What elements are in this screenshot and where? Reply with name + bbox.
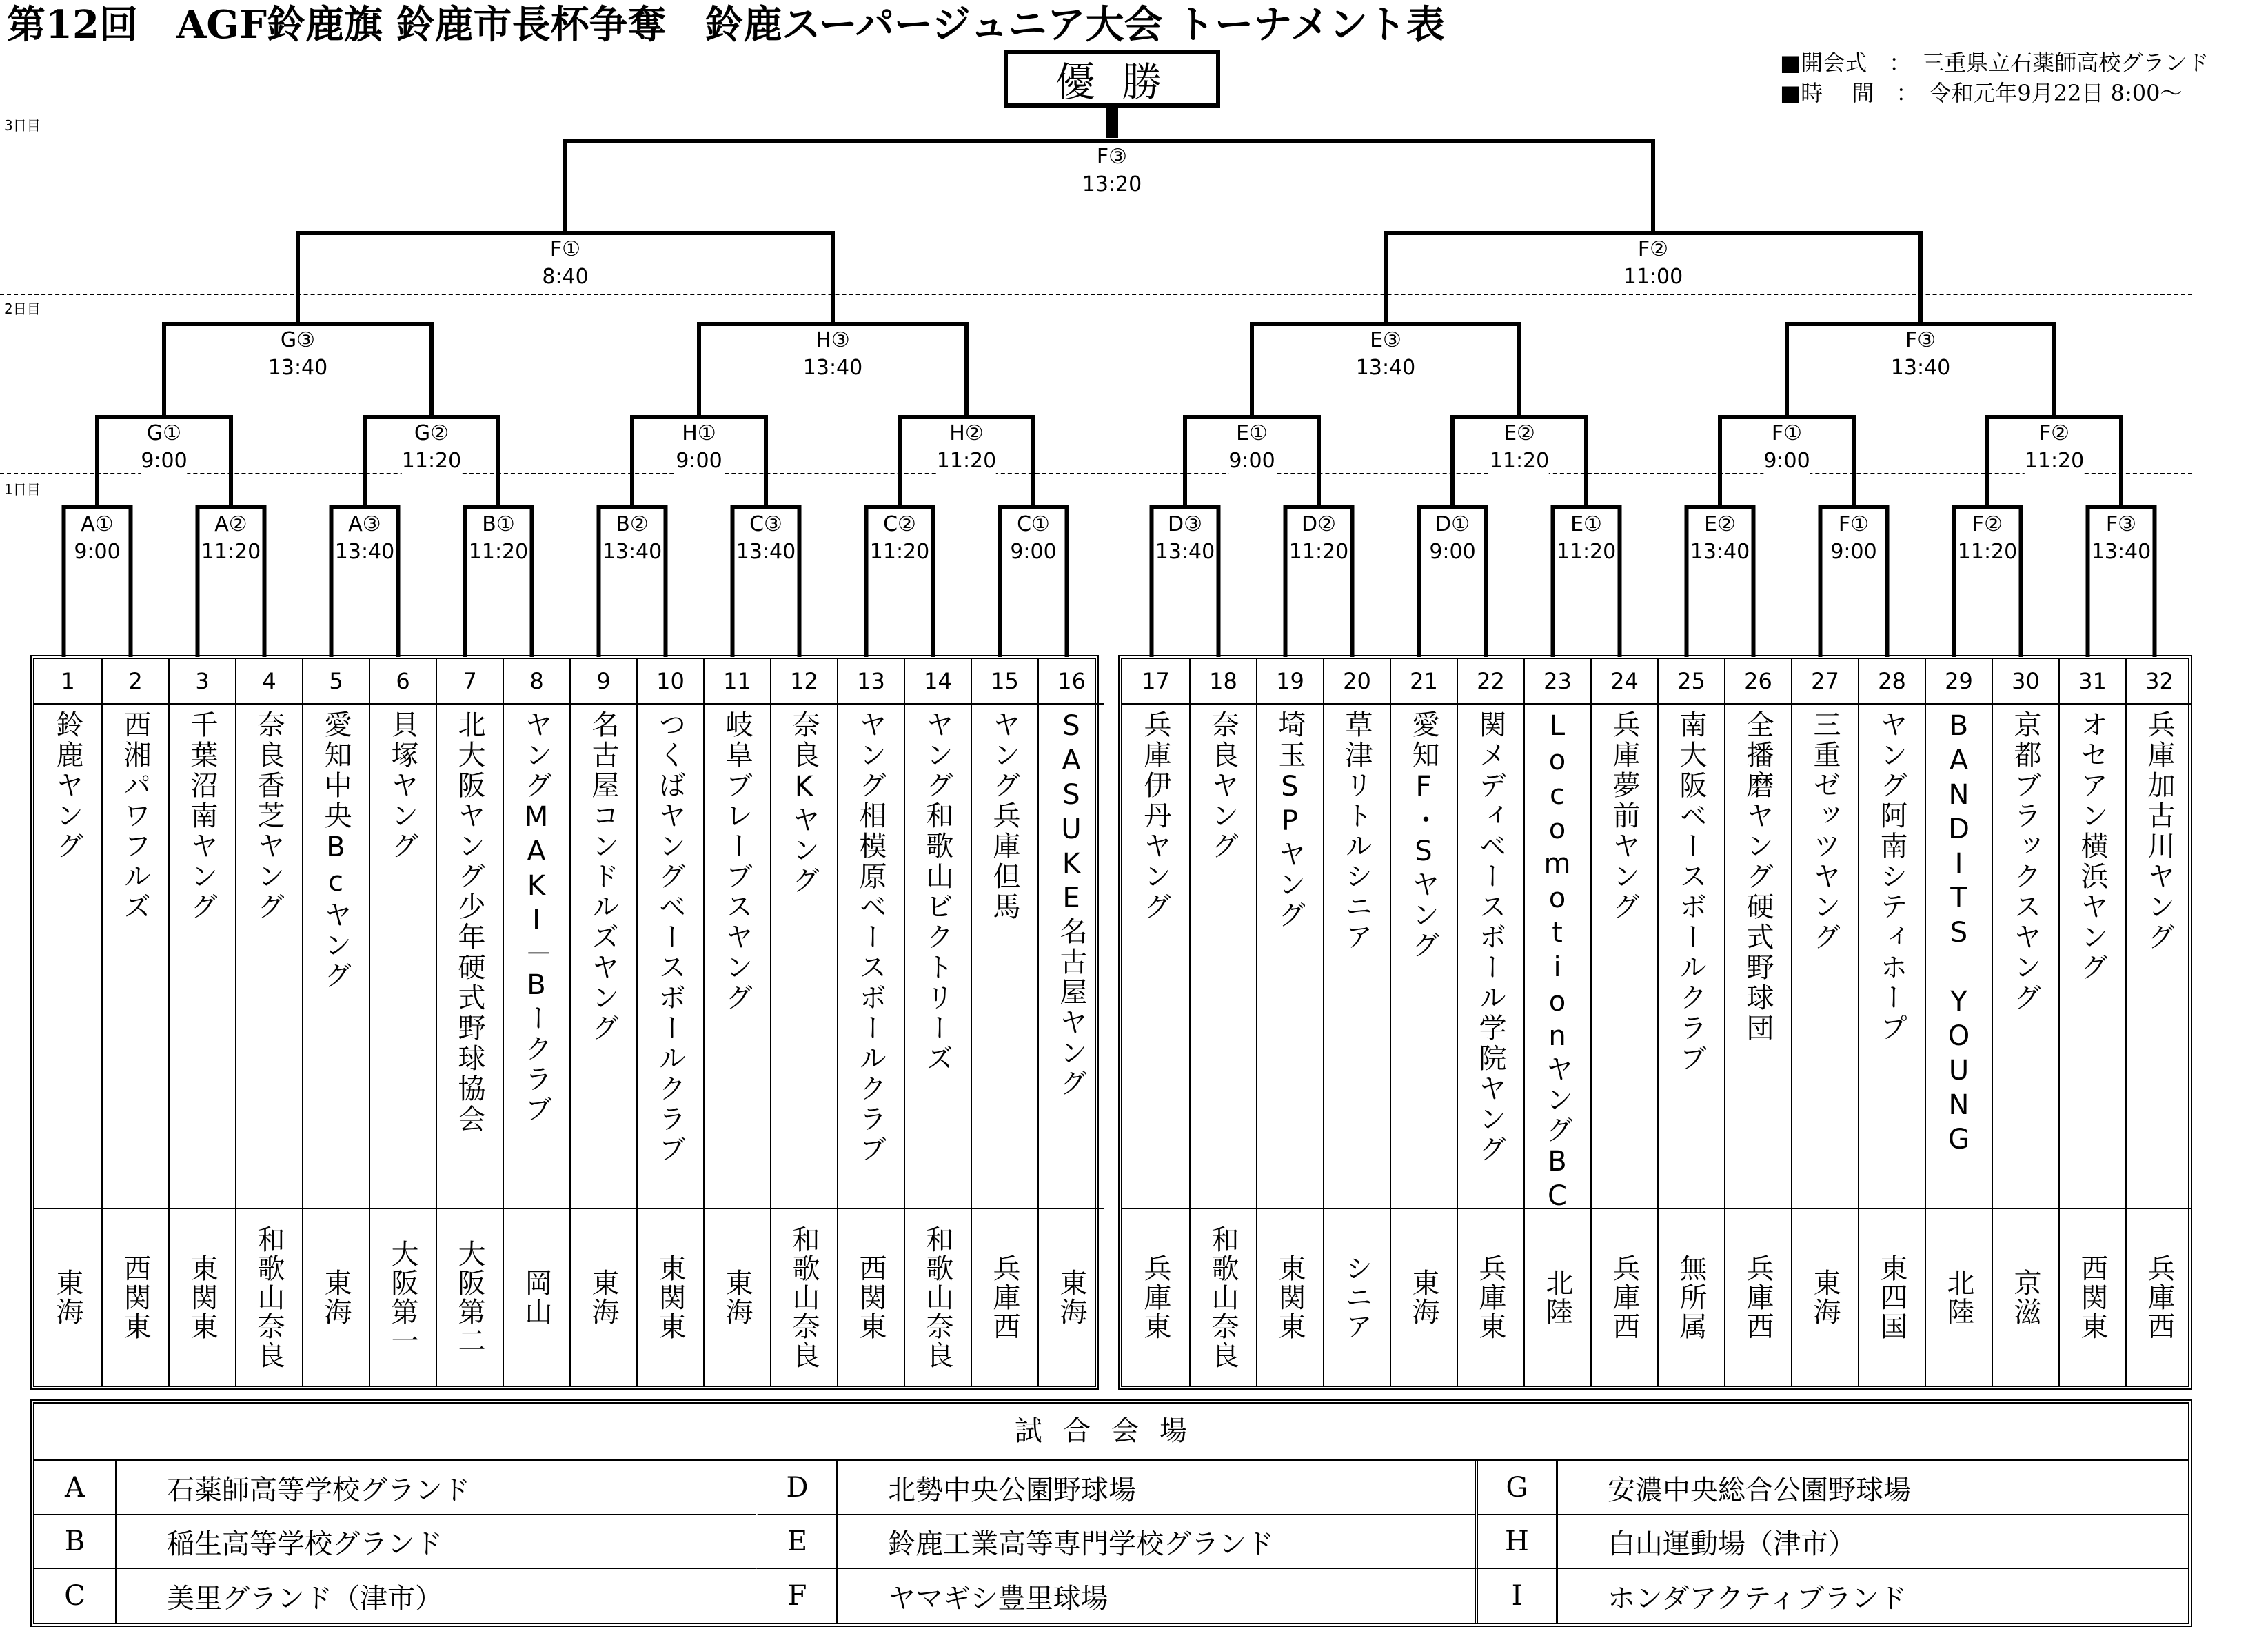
team-number: 3 bbox=[170, 659, 235, 705]
venue-name: 美里グランド（津市） bbox=[167, 1582, 443, 1615]
team-column bbox=[636, 659, 703, 1386]
match-time: 13:40 bbox=[802, 356, 863, 380]
team-name: 兵庫加古川ヤング bbox=[2143, 710, 2175, 953]
venue-code: A bbox=[34, 1461, 117, 1515]
team-table-left bbox=[30, 655, 1099, 1390]
team-region: 東海 bbox=[320, 1268, 352, 1326]
team-region: 北陸 bbox=[1943, 1268, 1974, 1326]
venue-code: D bbox=[756, 1461, 838, 1515]
team-name: オセアン横浜ヤング bbox=[2076, 710, 2108, 983]
match-code: H② bbox=[949, 421, 984, 445]
match-code: A② bbox=[214, 512, 247, 536]
match-label-r32 bbox=[870, 511, 929, 566]
team-region: 和歌山奈良 bbox=[253, 1225, 285, 1370]
match-time: 11:20 bbox=[936, 449, 997, 473]
team-name: ヤング兵庫但馬 bbox=[989, 710, 1020, 922]
team-column bbox=[1724, 659, 1791, 1386]
match-label-r16 bbox=[676, 420, 722, 475]
team-name: 岐阜ブレーブスヤング bbox=[721, 710, 753, 1013]
match-label-r32 bbox=[603, 511, 662, 566]
team-region: 東海 bbox=[587, 1268, 619, 1326]
team-number: 25 bbox=[1659, 659, 1724, 705]
team-number: 9 bbox=[571, 659, 636, 705]
match-label-r16 bbox=[1490, 420, 1549, 475]
team-region: 北陸 bbox=[1541, 1268, 1573, 1326]
team-column bbox=[1925, 659, 1992, 1386]
team-region: 東関東 bbox=[186, 1254, 218, 1341]
page-title: 第12回 AGF鈴鹿旗 鈴鹿市長杯争奪 鈴鹿スーパージュニア大会 トーナメント表 bbox=[7, 2, 1445, 48]
match-code: E① bbox=[1570, 512, 1602, 536]
match-label-r16 bbox=[2025, 420, 2084, 475]
team-number: 8 bbox=[504, 659, 569, 705]
venue-code: C bbox=[34, 1569, 117, 1623]
team-name: 三重ゼッツヤング bbox=[1809, 710, 1841, 953]
venue-name: 稲生高等学校グランド bbox=[117, 1515, 756, 1569]
team-name: 北大阪ヤング少年硬式野球協会 bbox=[454, 710, 485, 1135]
match-code: D③ bbox=[1168, 512, 1202, 536]
team-name: 京都ブラックスヤング bbox=[2009, 710, 2041, 1013]
match-time: 9:00 bbox=[1763, 449, 1810, 473]
team-region: 西関東 bbox=[119, 1254, 151, 1341]
date-time-info: ■時 間 ： 令和元年9月22日 8:00〜 bbox=[1780, 80, 2183, 106]
match-time: 9:00 bbox=[1010, 540, 1057, 564]
match-time: 9:00 bbox=[74, 540, 121, 564]
match-time: 11:20 bbox=[1556, 540, 1617, 564]
team-name: ヤング阿南シティホープ bbox=[1876, 710, 1907, 1044]
team-number: 29 bbox=[1926, 659, 1992, 705]
team-number: 20 bbox=[1324, 659, 1390, 705]
team-column bbox=[569, 659, 636, 1386]
match-code: H③ bbox=[816, 328, 850, 352]
match-code: F② bbox=[2038, 421, 2070, 445]
team-number: 2 bbox=[103, 659, 168, 705]
team-column bbox=[2058, 659, 2125, 1386]
team-number: 4 bbox=[236, 659, 302, 705]
team-number: 21 bbox=[1391, 659, 1457, 705]
team-number: 18 bbox=[1191, 659, 1256, 705]
match-time: 9:00 bbox=[1429, 540, 1476, 564]
team-region: シニア bbox=[1341, 1254, 1373, 1341]
team-number: 15 bbox=[972, 659, 1037, 705]
match-label-r16 bbox=[937, 420, 996, 475]
match-code: F① bbox=[1838, 512, 1870, 536]
team-region: 和歌山奈良 bbox=[922, 1225, 953, 1370]
match-code: F③ bbox=[2105, 512, 2137, 536]
match-label-final bbox=[1082, 143, 1142, 199]
team-column bbox=[436, 659, 503, 1386]
team-number: 31 bbox=[2060, 659, 2125, 705]
match-label-r32 bbox=[335, 511, 394, 566]
team-number: 26 bbox=[1725, 659, 1791, 705]
team-name: 奈良Kヤング bbox=[788, 710, 820, 896]
match-time: 11:20 bbox=[1957, 540, 2018, 564]
team-column bbox=[34, 659, 101, 1386]
team-region: 東海 bbox=[52, 1268, 83, 1326]
venue-name: 安濃中央総合公園野球場 bbox=[1558, 1461, 2188, 1515]
team-number: 30 bbox=[1993, 659, 2058, 705]
match-label-r16 bbox=[1228, 420, 1275, 475]
team-region: 東海 bbox=[721, 1268, 753, 1326]
match-time: 13:40 bbox=[736, 540, 796, 564]
match-time: 13:40 bbox=[1890, 356, 1951, 380]
match-code: E② bbox=[1503, 421, 1535, 445]
team-column bbox=[703, 659, 770, 1386]
team-region: 兵庫東 bbox=[1475, 1254, 1506, 1341]
team-number: 11 bbox=[705, 659, 770, 705]
venue-code: F bbox=[756, 1569, 838, 1623]
team-region: 兵庫西 bbox=[1608, 1254, 1640, 1341]
team-region: 東海 bbox=[1809, 1268, 1841, 1326]
team-number: 17 bbox=[1122, 659, 1189, 705]
match-label-r32 bbox=[2092, 511, 2151, 566]
team-region: 東海 bbox=[1055, 1268, 1087, 1326]
venue-code: B bbox=[34, 1515, 117, 1569]
team-region: 京滋 bbox=[2009, 1268, 2041, 1326]
match-label-qf bbox=[803, 327, 862, 382]
match-time: 11:20 bbox=[468, 540, 529, 564]
team-number: 19 bbox=[1257, 659, 1323, 705]
match-code: A③ bbox=[348, 512, 381, 536]
team-number: 12 bbox=[771, 659, 837, 705]
match-code: H① bbox=[682, 421, 716, 445]
day-label-1: 1日目 bbox=[4, 481, 41, 498]
team-name: SASUKE名古屋ヤング bbox=[1055, 710, 1087, 1099]
match-label-r32 bbox=[201, 511, 261, 566]
match-label-r32 bbox=[736, 511, 796, 566]
team-region: 東関東 bbox=[1274, 1254, 1306, 1341]
team-region: 無所属 bbox=[1675, 1254, 1707, 1341]
venue-name: ホンダアクティブランド bbox=[1608, 1582, 1907, 1615]
match-code: G③ bbox=[280, 328, 316, 352]
team-number: 24 bbox=[1592, 659, 1657, 705]
team-region: 西関東 bbox=[855, 1254, 887, 1341]
match-time: 11:20 bbox=[401, 449, 462, 473]
team-column bbox=[1390, 659, 1457, 1386]
team-region: 東海 bbox=[1408, 1268, 1439, 1326]
team-column bbox=[1457, 659, 1523, 1386]
team-name: 奈良ヤング bbox=[1207, 710, 1239, 862]
match-time: 13:40 bbox=[1155, 540, 1215, 564]
team-column bbox=[1992, 659, 2058, 1386]
team-name: ヤング和歌山ビクトリーズ bbox=[922, 710, 953, 1074]
match-time: 13:20 bbox=[1082, 172, 1142, 196]
team-number: 23 bbox=[1525, 659, 1590, 705]
team-column bbox=[770, 659, 837, 1386]
venue-table bbox=[30, 1399, 2192, 1627]
team-name: 全播磨ヤング硬式野球団 bbox=[1742, 710, 1774, 1044]
team-column bbox=[235, 659, 302, 1386]
match-code: E② bbox=[1704, 512, 1736, 536]
team-name: LocomotionヤングBC bbox=[1541, 710, 1573, 1215]
team-region: 兵庫西 bbox=[2143, 1254, 2175, 1341]
venue-name: 石薬師高等学校グランド bbox=[117, 1461, 756, 1515]
team-table-right bbox=[1118, 655, 2192, 1390]
match-time: 13:40 bbox=[334, 540, 395, 564]
team-name: 草津リトルシニア bbox=[1341, 710, 1373, 953]
team-column bbox=[1256, 659, 1323, 1386]
champion-box: 優 勝 bbox=[1004, 50, 1220, 108]
team-column bbox=[2125, 659, 2192, 1386]
team-name: 愛知F・Sヤング bbox=[1408, 710, 1439, 961]
match-code: F③ bbox=[1905, 328, 1936, 352]
match-time: 13:40 bbox=[2091, 540, 2151, 564]
team-column bbox=[1590, 659, 1657, 1386]
match-time: 9:00 bbox=[141, 449, 188, 473]
match-time: 11:20 bbox=[2024, 449, 2085, 473]
match-time: 11:20 bbox=[201, 540, 261, 564]
match-label-r32 bbox=[1010, 511, 1056, 566]
team-region: 東四国 bbox=[1876, 1254, 1907, 1341]
team-column bbox=[904, 659, 971, 1386]
team-region: 兵庫西 bbox=[1742, 1254, 1774, 1341]
match-label-qf bbox=[268, 327, 327, 382]
team-column bbox=[1037, 659, 1104, 1386]
venue-code: I bbox=[1475, 1569, 1558, 1623]
team-name: 南大阪ベースボールクラブ bbox=[1675, 710, 1707, 1074]
match-time: 11:00 bbox=[1623, 265, 1683, 289]
team-column bbox=[837, 659, 904, 1386]
match-label-r32 bbox=[1289, 511, 1348, 566]
team-number: 16 bbox=[1039, 659, 1104, 705]
team-name: 埼玉SPヤング bbox=[1274, 710, 1306, 931]
team-name: 兵庫伊丹ヤング bbox=[1140, 710, 1171, 922]
match-time: 13:40 bbox=[1355, 356, 1416, 380]
team-region: 岡山 bbox=[520, 1268, 552, 1326]
venue-name: ヤマギシ豊里球場 bbox=[888, 1582, 1108, 1615]
team-region: 兵庫東 bbox=[1140, 1254, 1171, 1341]
team-column bbox=[369, 659, 436, 1386]
team-name: 鈴鹿ヤング bbox=[52, 710, 83, 862]
team-column bbox=[503, 659, 569, 1386]
venue-name: 北勢中央公園野球場 bbox=[838, 1461, 1475, 1515]
team-name: 奈良香芝ヤング bbox=[253, 710, 285, 922]
match-time: 9:00 bbox=[1830, 540, 1877, 564]
match-label-r32 bbox=[1830, 511, 1876, 566]
match-time: 9:00 bbox=[676, 449, 722, 473]
team-column bbox=[1122, 659, 1189, 1386]
team-region: 西関東 bbox=[2076, 1254, 2108, 1341]
match-code: B② bbox=[616, 512, 649, 536]
venue-name: 白山運動場（津市） bbox=[1558, 1515, 2188, 1569]
opening-venue-info: ■開会式 ： 三重県立石薬師高校グランド bbox=[1780, 50, 2209, 76]
team-number: 7 bbox=[437, 659, 503, 705]
venue-code: H bbox=[1475, 1515, 1558, 1569]
match-label-r32 bbox=[1557, 511, 1616, 566]
match-code: G① bbox=[146, 421, 182, 445]
team-name: ヤング相模原ベースボールクラブ bbox=[855, 710, 887, 1165]
match-code: E③ bbox=[1370, 328, 1401, 352]
team-name: 西湘パワフルズ bbox=[119, 710, 151, 922]
team-number: 13 bbox=[838, 659, 904, 705]
team-number: 10 bbox=[638, 659, 703, 705]
match-time: 13:40 bbox=[602, 540, 662, 564]
match-code: E① bbox=[1236, 421, 1268, 445]
match-label-semifinal bbox=[542, 236, 588, 291]
team-name: 名古屋コンドルズヤング bbox=[587, 710, 619, 1044]
match-label-r32 bbox=[74, 511, 120, 566]
match-label-semifinal bbox=[1623, 236, 1683, 291]
match-time: 11:20 bbox=[869, 540, 930, 564]
team-region: 大阪第二 bbox=[454, 1240, 485, 1355]
team-column bbox=[1858, 659, 1925, 1386]
team-name: 貝塚ヤング bbox=[387, 710, 418, 862]
match-code: C① bbox=[1017, 512, 1050, 536]
venue-heading: 試合会場 bbox=[34, 1404, 2188, 1461]
match-code: F① bbox=[1771, 421, 1803, 445]
day-label-2: 2日目 bbox=[4, 301, 41, 317]
match-label-r16 bbox=[402, 420, 461, 475]
match-code: F① bbox=[549, 237, 581, 261]
match-label-qf bbox=[1356, 327, 1415, 382]
team-column bbox=[101, 659, 168, 1386]
match-code: C③ bbox=[749, 512, 782, 536]
match-code: F② bbox=[1637, 237, 1669, 261]
team-number: 28 bbox=[1859, 659, 1925, 705]
venue-name: 鈴鹿工業高等専門学校グランド bbox=[838, 1515, 1475, 1569]
team-name: ヤングMAKI－Bークラブ bbox=[520, 710, 552, 1125]
match-code: D① bbox=[1435, 512, 1470, 536]
team-column bbox=[302, 659, 369, 1386]
team-column bbox=[1323, 659, 1390, 1386]
team-number: 27 bbox=[1792, 659, 1858, 705]
team-region: 東関東 bbox=[654, 1254, 686, 1341]
match-label-r32 bbox=[1429, 511, 1475, 566]
team-column bbox=[1523, 659, 1590, 1386]
team-number: 14 bbox=[905, 659, 971, 705]
team-column bbox=[168, 659, 235, 1386]
match-label-r32 bbox=[1155, 511, 1215, 566]
team-column bbox=[1657, 659, 1724, 1386]
team-number: 6 bbox=[370, 659, 436, 705]
team-region: 大阪第一 bbox=[387, 1240, 418, 1355]
match-label-r32 bbox=[1958, 511, 2017, 566]
match-label-r32 bbox=[1690, 511, 1750, 566]
team-name: 関メディベースボール学院ヤング bbox=[1475, 710, 1506, 1165]
match-label-r16 bbox=[141, 420, 187, 475]
team-column bbox=[971, 659, 1037, 1386]
venue-code: E bbox=[756, 1515, 838, 1569]
team-name: 千葉沼南ヤング bbox=[186, 710, 218, 922]
team-number: 1 bbox=[34, 659, 101, 705]
team-name: 愛知中央Bcヤング bbox=[320, 710, 352, 991]
team-number: 32 bbox=[2127, 659, 2192, 705]
match-code: D② bbox=[1302, 512, 1336, 536]
team-region: 兵庫西 bbox=[989, 1254, 1020, 1341]
match-code: G② bbox=[414, 421, 449, 445]
match-label-r32 bbox=[469, 511, 528, 566]
match-label-qf bbox=[1891, 327, 1950, 382]
match-code: F② bbox=[1972, 512, 2003, 536]
match-time: 11:20 bbox=[1489, 449, 1550, 473]
team-region: 和歌山奈良 bbox=[1207, 1225, 1239, 1370]
match-time: 9:00 bbox=[1228, 449, 1275, 473]
team-number: 22 bbox=[1458, 659, 1523, 705]
team-region: 和歌山奈良 bbox=[788, 1225, 820, 1370]
match-time: 8:40 bbox=[542, 265, 589, 289]
team-name: BANDITS YOUNG bbox=[1943, 710, 1975, 1158]
match-label-r16 bbox=[1763, 420, 1810, 475]
team-name: つくばヤングベースボールクラブ bbox=[654, 710, 686, 1165]
team-name: 兵庫夢前ヤング bbox=[1608, 710, 1640, 922]
match-code: B① bbox=[482, 512, 515, 536]
match-time: 13:40 bbox=[1690, 540, 1750, 564]
match-code: F③ bbox=[1096, 145, 1128, 169]
match-code: A① bbox=[81, 512, 114, 536]
day-label-3: 3日目 bbox=[4, 117, 41, 134]
match-code: C② bbox=[883, 512, 916, 536]
match-time: 11:20 bbox=[1288, 540, 1349, 564]
venue-code: G bbox=[1475, 1461, 1558, 1515]
team-column bbox=[1189, 659, 1256, 1386]
team-number: 5 bbox=[303, 659, 369, 705]
match-time: 13:40 bbox=[267, 356, 328, 380]
team-column bbox=[1791, 659, 1858, 1386]
